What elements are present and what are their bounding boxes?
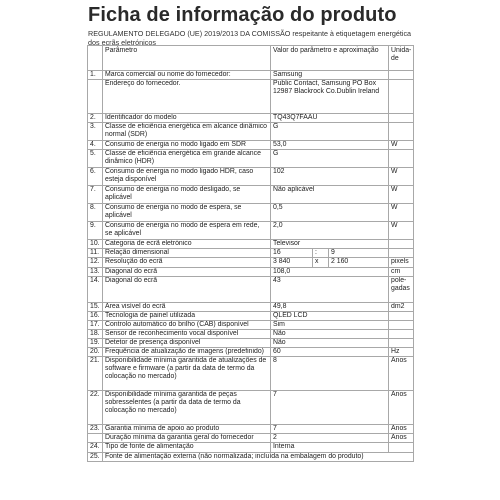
table-row: 23. Garantia mínima de apoio ao produto 7 Anos xyxy=(88,425,414,434)
table-row: 7. Consumo de energia no modo desligado, se aplicável Não aplicável W xyxy=(88,186,414,204)
header-num xyxy=(88,46,103,71)
table-row: 21. Disponibilidade mínima garantida de atualizações de software e firmware (a partir da data de termo da colocação no mercado) 8 Anos xyxy=(88,357,414,391)
table-row: 10. Categoria de ecrã eletrónico Televisor xyxy=(88,240,414,249)
table-row: 16. Tecnologia de painel utilizada QLED LCD xyxy=(88,311,414,320)
table-row: 3. Classe de eficiência energética em alcance dinâmico normal (SDR) G xyxy=(88,123,414,141)
table-row: 25. Fonte de alimentação externa (não normalizada; incluída na embalagem do produto) xyxy=(88,452,414,461)
table-row: 6. Consumo de energia no modo ligado HDR, caso esteja disponível 102 W xyxy=(88,168,414,186)
table-row: 22. Disponibilidade mínima garantida de peças sobresselentes (a partir da data de termo da colocação no mercado) 7 Anos xyxy=(88,391,414,425)
table-row: 11. Relação dimensional 16 : 9 xyxy=(88,249,414,258)
table-row: 14. Diagonal do ecrã 43 pole-gadas xyxy=(88,276,414,302)
product-info-table xyxy=(87,45,414,462)
table-row: 12. Resolução do ecrã 3 840 x 2 160 pixels xyxy=(88,258,414,267)
table-row: 20. Frequência de atualização de imagens (predefinido) 60 Hz xyxy=(88,348,414,357)
table-row: Duração mínima da garantia geral do fornecedor 2 Anos xyxy=(88,434,414,443)
table-row: 4. Consumo de energia no modo ligado em SDR 53,0 W xyxy=(88,141,414,150)
table-header-row xyxy=(88,46,414,71)
header-unit: Unida-de xyxy=(389,46,414,71)
table-row: 17. Controlo automático do brilho (CAB) disponível Sim xyxy=(88,320,414,329)
table-row: 15. Área visível do ecrã 49,8 dm2 xyxy=(88,302,414,311)
table-row: 9. Consumo de energia no modo de espera em rede, se aplicável 2,0 W xyxy=(88,222,414,240)
table-row: 18. Sensor de reconhecimento vocal disponível Não xyxy=(88,329,414,338)
table-row: 19. Detetor de presença disponível Não xyxy=(88,339,414,348)
table-row: 13. Diagonal do ecrã 108,0 cm xyxy=(88,267,414,276)
table-row: Endereço do fornecedor. Public Contact, Samsung PO Box 12987 Blackrock Co.Dublin Ireland xyxy=(88,80,414,114)
table-row: 2. Identificador do modelo TQ43Q7FAAU xyxy=(88,114,414,123)
page-title: Ficha de informação do produto xyxy=(88,4,397,26)
table-row: 24. Tipo de fonte de alimentação Interna xyxy=(88,443,414,452)
header-param: Parâmetro xyxy=(103,46,271,71)
header-value: Valor do parâmetro e aproximação xyxy=(271,46,389,71)
table-row: 1. Marca comercial ou nome do fornecedor: Samsung xyxy=(88,71,414,80)
regulation-subtitle: REGULAMENTO DELEGADO (UE) 2019/2013 DA COMISSÃO respeitante à etiquetagem energética dos ecrãs eletrónicos xyxy=(88,29,412,47)
table-row: 5. Classe de eficiência energética em grande alcance dinâmico (HDR) G xyxy=(88,150,414,168)
table-row: 8. Consumo de energia no modo de espera, se aplicável 0,5 W xyxy=(88,204,414,222)
